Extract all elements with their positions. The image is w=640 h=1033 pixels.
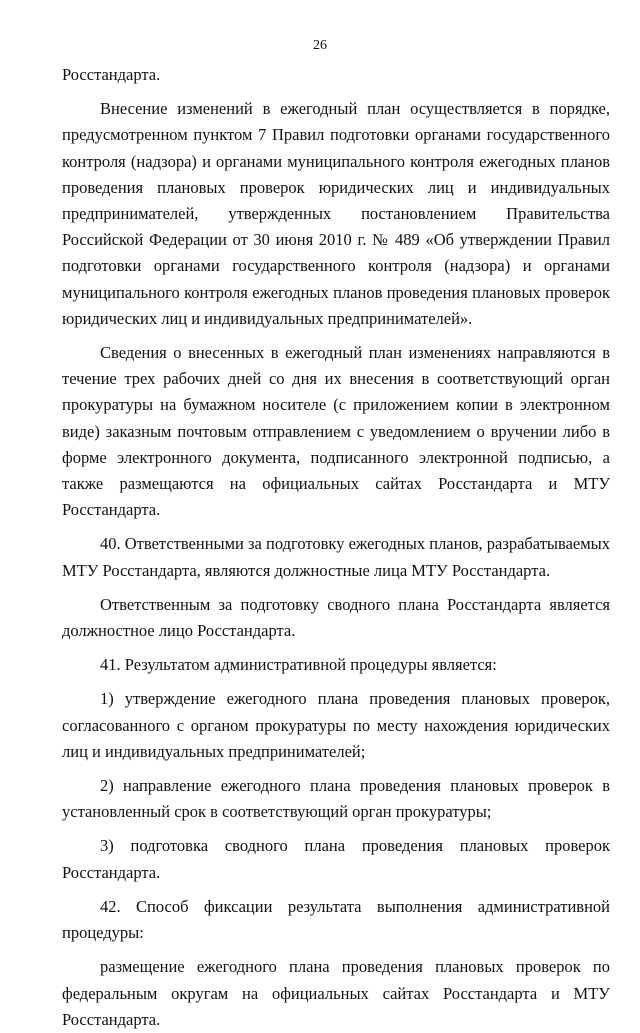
paragraph-40: 40. Ответственными за подготовку ежегодных планов, разрабатываемых МТУ Росстандарта, являются должностные лица МТУ Росстандарта.	[62, 534, 610, 580]
list-item-3: 3) подготовка сводного плана проведения плановых проверок Росстандарта.	[62, 836, 610, 882]
list-item-2: 2) направление ежегодного плана проведения плановых проверок в установленный срок в соответствующий орган прокуратуры;	[62, 776, 610, 822]
list-item-1: 1) утверждение ежегодного плана проведения плановых проверок, согласованного с органом прокуратуры по месту нахождения юридических лиц и индивидуальных предпринимателей;	[62, 689, 610, 761]
document-body	[62, 62, 610, 1033]
paragraph-responsible: Ответственным за подготовку сводного плана Росстандарта является должностное лицо Росстандарта.	[62, 594, 610, 641]
paragraph-placement: размещение ежегодного плана проведения плановых проверок по федеральным округам на официальных сайтах Росстандарта и МТУ Росстандарта.	[62, 957, 610, 1029]
paragraph-notification: Сведения о внесенных в ежегодный план изменениях направляются в течение трех рабочих дней со дня их внесения в соответствующий орган прокуратуры на бумажном носителе (с приложением копии в электронном виде) заказным почтовым отправлением с уведомлением о вручении либо в форме электронного документа, подписанного электронной подписью, а также размещаются на официальных сайтах Росстандарта и МТУ Росстандарта.	[62, 343, 610, 520]
page-number: 26	[313, 38, 327, 53]
paragraph-continuation: Росстандарта.	[62, 65, 161, 84]
paragraph-41: 41. Результатом административной процедуры является:	[100, 655, 497, 675]
paragraph-42: 42. Способ фиксации результата выполнения административной процедуры:	[62, 896, 610, 943]
paragraph-amendments: Внесение изменений в ежегодный план осуществляется в порядке, предусмотренном пунктом 7 Правил подготовки органами государственного контроля (надзора) и органами муниципального контроля ежегодных планов проведения плановых проверок юридических лиц и индивидуальных предпринимателей, утвержденных постановлением Правительства Российской Федерации от 30 июня 2010 г. № 489 «Об утверждении Правил подготовки органами государственного контроля (надзора) и органами муниципального контроля ежегодных планов проведения плановых проверок юридических лиц и индивидуальных предпринимателей».	[62, 99, 610, 328]
